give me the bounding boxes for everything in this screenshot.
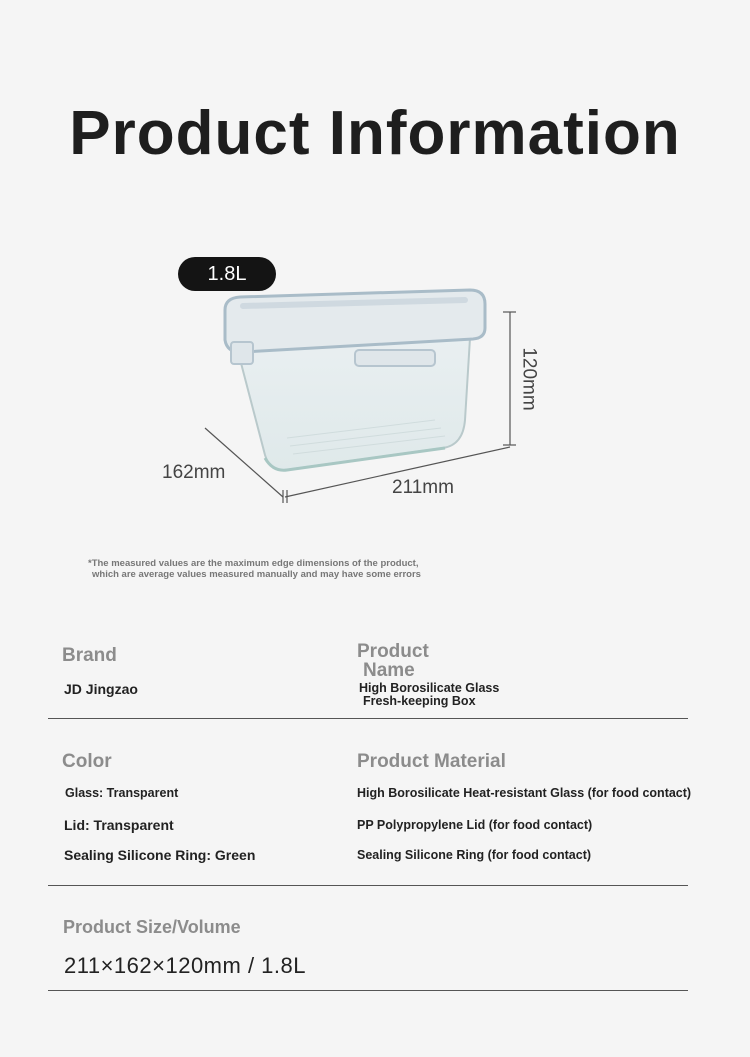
color-ring: Sealing Silicone Ring: Green [64,847,256,863]
brand-label: Brand [62,645,117,666]
capacity-badge: 1.8L [178,257,276,291]
divider [48,718,688,719]
divider [48,885,688,886]
note-line-2: which are average values measured manually and may have some errors [92,569,421,580]
divider [48,990,688,991]
product-name-value-line2: Fresh-keeping Box [363,694,476,708]
size-label: Product Size/Volume [63,917,241,937]
material-glass: High Borosilicate Heat-resistant Glass (for food contact) [357,786,692,800]
color-lid: Lid: Transparent [64,817,174,833]
product-name-value [359,682,499,708]
depth-dimension: 162mm [162,462,226,483]
color-glass: Glass: Transparent [65,786,179,800]
note-line-1: *The measured values are the maximum edge dimensions of the product, [88,558,419,569]
page-title: Product Information [69,99,681,168]
product-name-label-line2: Name [363,660,415,681]
product-name-label-line1: Product [357,641,429,662]
color-label: Color [62,751,112,772]
product-name-value-line1: High Borosilicate Glass [359,681,500,695]
size-value: 211×162×120mm / 1.8L [64,953,306,978]
brand-value: JD Jingzao [64,681,138,697]
width-dimension: 211mm [392,477,454,498]
measurement-note [88,558,421,580]
glass-container-image [195,270,525,510]
product-name-label [357,642,429,680]
height-dimension: 120mm [518,347,540,411]
material-lid: PP Polypropylene Lid (for food contact) [357,818,593,832]
material-label: Product Material [357,751,506,772]
material-ring: Sealing Silicone Ring (for food contact) [357,848,592,862]
